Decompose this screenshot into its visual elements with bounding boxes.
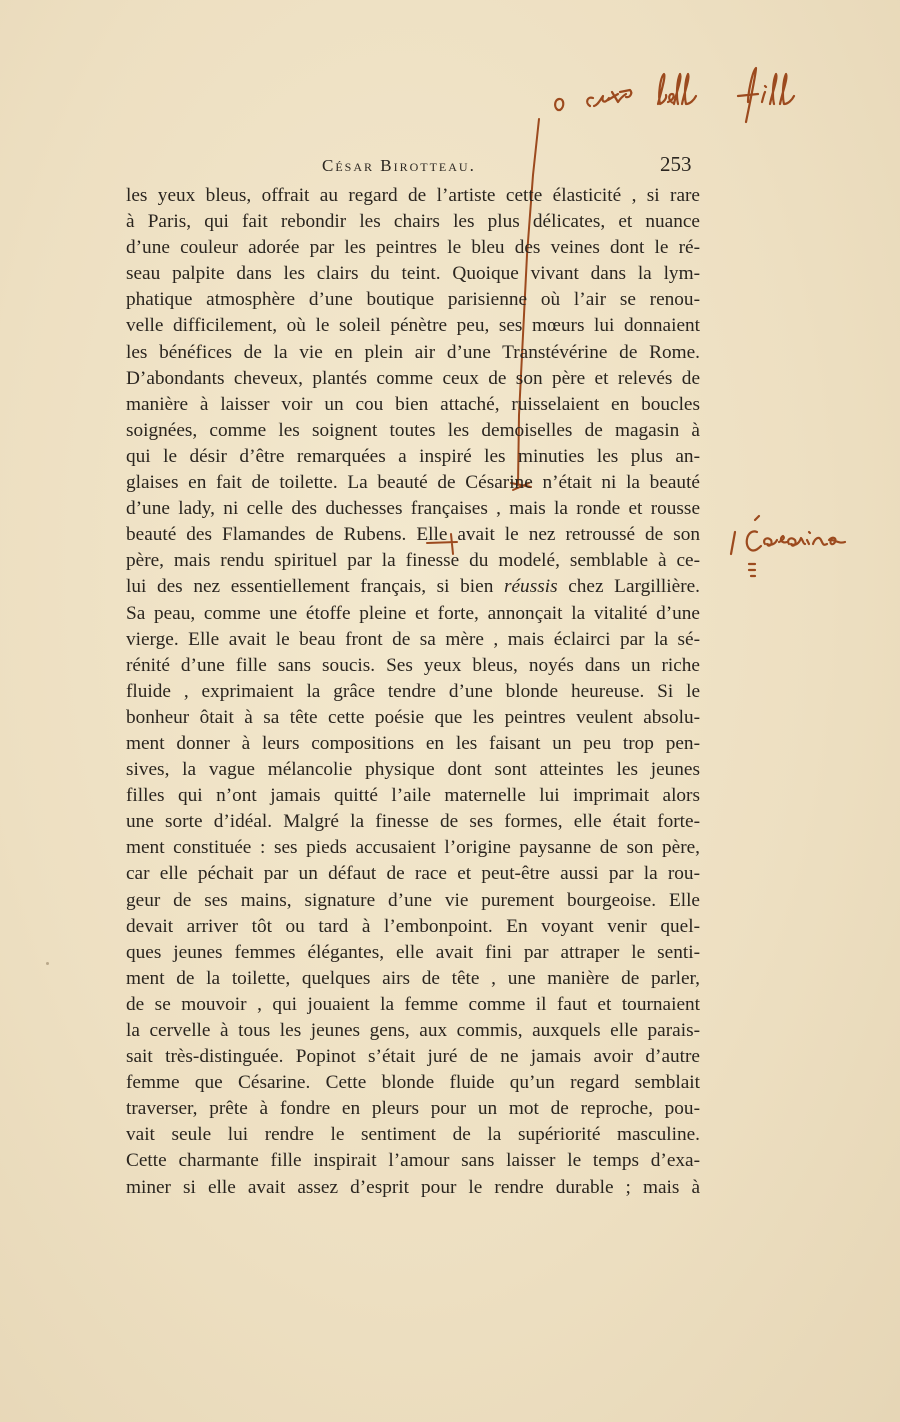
text-line: Cette charmante fille inspirait l’amour sans laisser le temps d’exa- — [126, 1150, 700, 1172]
text-line: phatique atmosphère d’une boutique parisienne où l’air se renou- — [126, 289, 700, 311]
text-line: ment de la toilette, quelques airs de tête , une manière de parler, — [126, 967, 700, 989]
text-line: sait très-distinguée. Popinot s’était juré de ne jamais avoir d’autre — [126, 1046, 700, 1068]
text-line: les yeux bleus, offrait au regard de l’artiste cette élasticité , si rare — [126, 185, 700, 206]
text-line: filles qui n’ont jamais quitté l’aile maternelle lui imprimait alors — [126, 785, 700, 807]
text-line: rénité d’une fille sans soucis. Ses yeux bleus, noyés dans un riche — [126, 654, 700, 676]
text-line: la cervelle à tous les jeunes gens, aux commis, auxquels elle parais- — [126, 1020, 700, 1041]
text-line: une sorte d’idéal. Malgré la finesse de ses formes, elle était forte- — [126, 811, 700, 833]
text-line: d’une couleur adorée par les peintres le bleu des veines dont le ré- — [126, 237, 700, 259]
text-line: geur de ses mains, signature d’une vie purement bourgeoise. Elle — [126, 889, 700, 911]
handwritten-annotation-top — [550, 62, 850, 132]
handwritten-annotation-right — [725, 512, 865, 582]
annotation-right-svg — [725, 512, 865, 582]
text-line: manière à laisser voir un cou bien attaché, ruisselaient en boucles — [126, 393, 700, 415]
annotation-top-svg — [550, 62, 850, 132]
text-line: traverser, prête à fondre en pleurs pour un mot de reproche, pou- — [126, 1098, 700, 1120]
body-text — [126, 183, 700, 1201]
text-line: père, mais rendu spirituel par la finesse du modelé, semblable à ce- — [126, 550, 700, 572]
text-line: de se mouvoir , qui jouaient la femme comme il faut et tournaient — [126, 993, 700, 1015]
text-line-italic-phrase — [126, 574, 700, 600]
page-number: 253 — [660, 152, 692, 176]
text-line: glaises en fait de toilette. La beauté de Césarine n’était ni la beauté — [126, 472, 700, 494]
text-line: fluide , exprimaient la grâce tendre d’une blonde heureuse. Si le — [126, 680, 700, 702]
italic-word: réussis — [504, 576, 558, 598]
text-line: les bénéfices de la vie en plein air d’une Transtévérine de Rome. — [126, 341, 700, 363]
text-line-end: chez Largillière. — [568, 576, 700, 598]
text-line: seau palpite dans les clairs du teint. Quoique vivant dans la lym- — [126, 263, 700, 285]
text-line: ment donner à leurs compositions en les faisant un peu trop pen- — [126, 732, 700, 754]
text-line: D’abondants cheveux, plantés comme ceux de son père et relevés de — [126, 367, 700, 389]
running-title: César Birotteau. — [322, 156, 476, 175]
text-line: qui le désir d’être remarquées a inspiré les minuties les plus an- — [126, 445, 700, 467]
text-line: car elle péchait par un défaut de race et peut-être aussi par la rou- — [126, 863, 700, 885]
text-line: soignées, comme les soignent toutes les demoiselles de magasin à — [126, 419, 700, 441]
text-line: bonheur ôtait à sa tête cette poésie que les peintres veulent absolu- — [126, 706, 700, 728]
text-line: à Paris, qui fait rebondir les chairs les plus délicates, et nuance — [126, 211, 700, 233]
text-line: ques jeunes femmes élégantes, elle avait fini par attraper le senti- — [126, 941, 700, 963]
text-line: beauté des Flamandes de Rubens. Elle avait le nez retroussé de son — [126, 524, 700, 546]
text-line: vait seule lui rendre le sentiment de la supériorité masculine. — [126, 1124, 700, 1146]
text-line: vierge. Elle avait le beau front de sa mère , mais éclairci par la sé- — [126, 628, 700, 650]
text-line: d’une lady, ni celle des duchesses françaises , mais la ronde et rousse — [126, 498, 700, 520]
text-line-start: lui des nez essentiellement français, si bien — [126, 576, 494, 598]
text-line: devait arriver tôt ou tard à l’embonpoint. En voyant venir quel- — [126, 915, 700, 937]
text-line: ment constituée : ses pieds accusaient l’origine paysanne de son père, — [126, 837, 700, 859]
text-line: Sa peau, comme une étoffe pleine et forte, annonçait la vitalité d’une — [126, 602, 700, 624]
pencil-mark — [46, 962, 49, 965]
running-head — [0, 150, 900, 180]
text-line: velle difficilement, où le soleil pénètre peu, ses mœurs lui donnaient — [126, 315, 700, 337]
text-line: sives, la vague mélancolie physique dont sont atteintes les jeunes — [126, 759, 700, 781]
text-line: miner si elle avait assez d’esprit pour le rendre durable ; mais à — [126, 1176, 700, 1198]
text-line: femme que Césarine. Cette blonde fluide qu’un regard semblait — [126, 1072, 700, 1094]
